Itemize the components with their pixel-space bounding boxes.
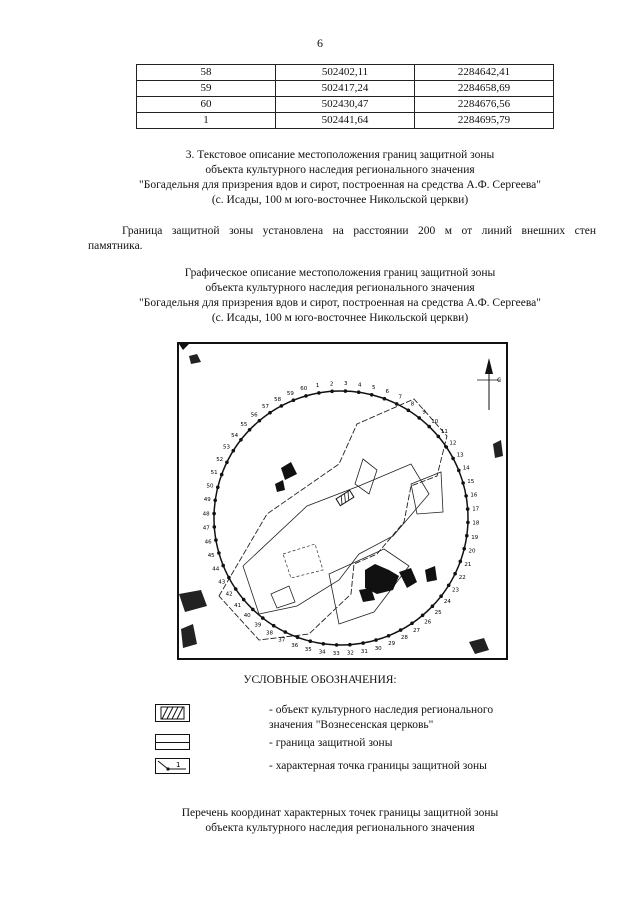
corner-mark [179, 344, 189, 350]
vegetation-patch [425, 566, 437, 582]
point-label: 45 [207, 553, 215, 560]
point-label: 58 [274, 396, 282, 403]
vegetation-patch [189, 354, 201, 364]
vegetation-patch [179, 590, 207, 612]
characteristic-point [330, 390, 334, 394]
characteristic-point [451, 457, 455, 461]
point-label: 44 [212, 566, 220, 573]
point-label: 7 [398, 394, 402, 401]
characteristic-point [357, 390, 361, 394]
north-arrow-icon [477, 358, 501, 410]
point-label: 24 [443, 599, 451, 606]
characteristic-point [304, 394, 308, 398]
point-label: 50 [206, 483, 214, 490]
characteristic-point [317, 391, 321, 395]
characteristic-point [225, 461, 229, 465]
characteristic-point [466, 507, 470, 511]
inner-parcel [243, 464, 429, 614]
table-cell: 502430,47 [276, 97, 415, 113]
point-label: 15 [467, 478, 475, 485]
point-label: 22 [458, 575, 466, 582]
table-row [137, 97, 554, 113]
point-label: 59 [286, 390, 294, 397]
point-label: 26 [424, 619, 432, 626]
table-cell: 59 [137, 81, 276, 97]
legend-item-heritage [269, 703, 493, 733]
characteristic-point [212, 512, 216, 516]
point-label: 43 [218, 579, 226, 586]
vegetation-patch [469, 638, 489, 654]
characteristic-point [280, 404, 284, 408]
point-label: 13 [456, 452, 464, 459]
point-label: 10 [431, 418, 439, 425]
parcel [283, 544, 323, 578]
characteristic-point [234, 587, 238, 591]
characteristic-point [220, 473, 224, 477]
point-icon [156, 759, 189, 773]
graphic-line3: "Богадельня для призрения вдов и сирот, построенная на средства А.Ф. Сергеева" [139, 297, 541, 309]
vegetation-patch [281, 462, 297, 480]
point-label: 32 [346, 650, 354, 657]
point-label: 11 [440, 429, 448, 436]
section3-line4: (с. Исады, 100 м юго-восточнее Никольской церкви) [211, 194, 469, 206]
point-label: 18 [472, 520, 480, 527]
section3-line3: "Богадельня для призрения вдов и сирот, построенная на средства А.Ф. Сергеева" [139, 179, 541, 191]
point-label: 4 [358, 382, 362, 389]
characteristic-point [248, 428, 252, 432]
characteristic-point [461, 481, 465, 485]
characteristic-point [227, 576, 231, 580]
point-label: 49 [203, 497, 211, 504]
legend-symbol-heritage [155, 704, 190, 722]
point-label: 51 [210, 469, 218, 476]
legend-symbol-point [155, 758, 190, 774]
vegetation-patch [275, 480, 285, 492]
point-label: 2 [329, 381, 334, 388]
point-label: 1 [315, 383, 320, 390]
characteristic-point [348, 643, 352, 647]
table-row [137, 81, 554, 97]
point-label: 36 [291, 642, 299, 649]
graphic-heading [60, 266, 620, 326]
characteristic-point [232, 449, 236, 453]
characteristic-point [445, 445, 449, 449]
characteristic-point [462, 547, 466, 551]
point-label: 23 [452, 587, 459, 594]
footer-line1: Перечень координат характерных точек границы защитной зоны [181, 807, 499, 819]
characteristic-point [399, 628, 403, 632]
map-drawing [179, 344, 506, 658]
characteristic-point [410, 622, 414, 626]
point-label: 47 [202, 525, 210, 532]
point-label: 53 [223, 444, 230, 451]
point-label: 40 [243, 613, 251, 620]
table-cell: 502417,24 [276, 81, 415, 97]
characteristic-point [453, 572, 457, 576]
point-label: 34 [318, 649, 326, 656]
characteristic-point [239, 438, 243, 442]
graphic-line4: (с. Исады, 100 м юго-восточнее Никольской церкви) [211, 312, 469, 324]
coordinates-table [136, 64, 554, 129]
section3-line2: объекта культурного наследия регионального значения [205, 164, 475, 176]
legend-item-point: - характерная точка границы защитной зоны [269, 760, 487, 772]
table-cell: 58 [137, 65, 276, 81]
zone-map [177, 342, 508, 660]
hatch-icon [156, 705, 189, 721]
characteristic-point [261, 616, 265, 620]
table-cell: 502402,11 [276, 65, 415, 81]
table-cell: 502441,64 [276, 113, 415, 129]
table-cell: 2284642,41 [415, 65, 554, 81]
point-label: 31 [360, 648, 368, 655]
point-label: 42 [225, 591, 233, 598]
heritage-object [336, 490, 354, 505]
characteristic-point [417, 416, 421, 420]
point-label: 38 [266, 630, 273, 637]
zone-paragraph [88, 224, 596, 254]
parcel [271, 586, 295, 608]
point-label: 37 [278, 637, 286, 644]
characteristic-point [439, 594, 443, 598]
characteristic-point [284, 630, 288, 634]
page-number: 6 [317, 36, 323, 50]
characteristic-point [272, 624, 276, 628]
point-label: 60 [300, 386, 308, 393]
legend-title: УСЛОВНЫЕ ОБОЗНАЧЕНИЯ: [243, 674, 397, 686]
characteristic-point [309, 639, 313, 643]
characteristic-point [221, 564, 225, 568]
table-cell: 1 [137, 113, 276, 129]
point-label: 19 [471, 534, 479, 541]
characteristic-point [466, 521, 470, 525]
point-label: 56 [250, 412, 258, 419]
point-label: 25 [434, 609, 442, 616]
point-label: 48 [202, 511, 210, 518]
characteristic-point [427, 425, 431, 429]
characteristic-point [242, 598, 246, 602]
point-label: 55 [240, 422, 248, 429]
point-label: 9 [422, 409, 426, 416]
table-cell: 2284658,69 [415, 81, 554, 97]
north-label: С [497, 377, 502, 384]
point-label: 33 [332, 650, 340, 657]
characteristic-point [395, 402, 399, 406]
point-label: 16 [470, 492, 478, 499]
legend-symbol-boundary [155, 734, 190, 750]
point-label: 29 [388, 641, 396, 648]
characteristic-point [370, 393, 374, 397]
characteristic-point [361, 641, 365, 645]
point-label: 30 [374, 645, 382, 652]
footer-line2: объекта культурного наследия регионального значения [205, 822, 475, 834]
characteristic-point [292, 398, 296, 402]
point-label: 41 [234, 602, 242, 609]
table-cell: 2284676,56 [415, 97, 554, 113]
section3-heading [60, 148, 620, 208]
point-label: 17 [472, 506, 480, 513]
characteristic-point [322, 642, 326, 646]
characteristic-point [335, 643, 339, 647]
characteristic-point [344, 389, 348, 393]
point-label: 14 [462, 465, 470, 472]
point-label: 54 [231, 432, 239, 439]
point-label: 8 [410, 401, 415, 408]
point-label: 21 [464, 562, 472, 569]
parcel [411, 472, 443, 514]
vegetation-patch [493, 440, 503, 458]
characteristic-point [459, 560, 463, 564]
paragraph-line1: Граница защитной зоны установлена на расстоянии 200 м от линий внешних стен [122, 225, 596, 237]
characteristic-point [374, 638, 378, 642]
point-label: 6 [385, 389, 389, 396]
characteristic-point [431, 604, 435, 608]
graphic-line2: объекта культурного наследия регионального значения [205, 282, 475, 294]
legend-item1-line1: - объект культурного наследия регионального [269, 704, 494, 716]
vegetation-patch [399, 568, 417, 588]
table-row [137, 65, 554, 81]
graphic-line1: Графическое описание местоположения границ защитной зоны [184, 267, 496, 279]
characteristic-point [214, 538, 218, 542]
characteristic-point [407, 409, 411, 413]
table-cell: 2284695,79 [415, 113, 554, 129]
characteristic-point [296, 636, 300, 640]
point-label: 39 [254, 622, 262, 629]
characteristic-point [251, 608, 255, 612]
characteristic-points [203, 381, 480, 657]
characteristic-point [213, 499, 217, 503]
section3-line1: 3. Текстовое описание местоположения границ защитной зоны [185, 149, 495, 161]
characteristic-point [457, 469, 461, 473]
point-label: 27 [413, 627, 420, 634]
characteristic-point [217, 551, 221, 555]
characteristic-point [387, 634, 391, 638]
characteristic-point [465, 534, 469, 538]
characteristic-point [447, 584, 451, 588]
footer-heading [60, 806, 620, 836]
point-label: 52 [216, 456, 224, 463]
parcel [355, 459, 377, 494]
legend-point-label: 1 [176, 761, 181, 769]
point-label: 28 [400, 635, 408, 642]
point-label: 35 [304, 647, 312, 653]
characteristic-point [437, 435, 441, 439]
characteristic-point [268, 411, 272, 415]
characteristic-point [421, 614, 425, 618]
characteristic-point [464, 494, 468, 498]
point-label: 5 [371, 385, 376, 391]
characteristic-point [258, 419, 262, 423]
point-label: 20 [468, 548, 476, 555]
legend-item-boundary: - граница защитной зоны [269, 737, 393, 749]
table-cell: 60 [137, 97, 276, 113]
point-label: 3 [343, 381, 348, 388]
point-label: 57 [262, 404, 269, 411]
point-label: 46 [204, 539, 212, 546]
characteristic-point [383, 397, 387, 401]
characteristic-point [216, 486, 220, 490]
paragraph-line2: памятника. [88, 240, 143, 252]
site-outline [219, 396, 447, 640]
characteristic-point [213, 525, 217, 529]
vegetation-patch [181, 624, 197, 648]
table-row [137, 113, 554, 129]
point-label: 12 [449, 440, 457, 447]
legend-item1-line2: значения "Вознесенская церковь" [269, 719, 434, 731]
